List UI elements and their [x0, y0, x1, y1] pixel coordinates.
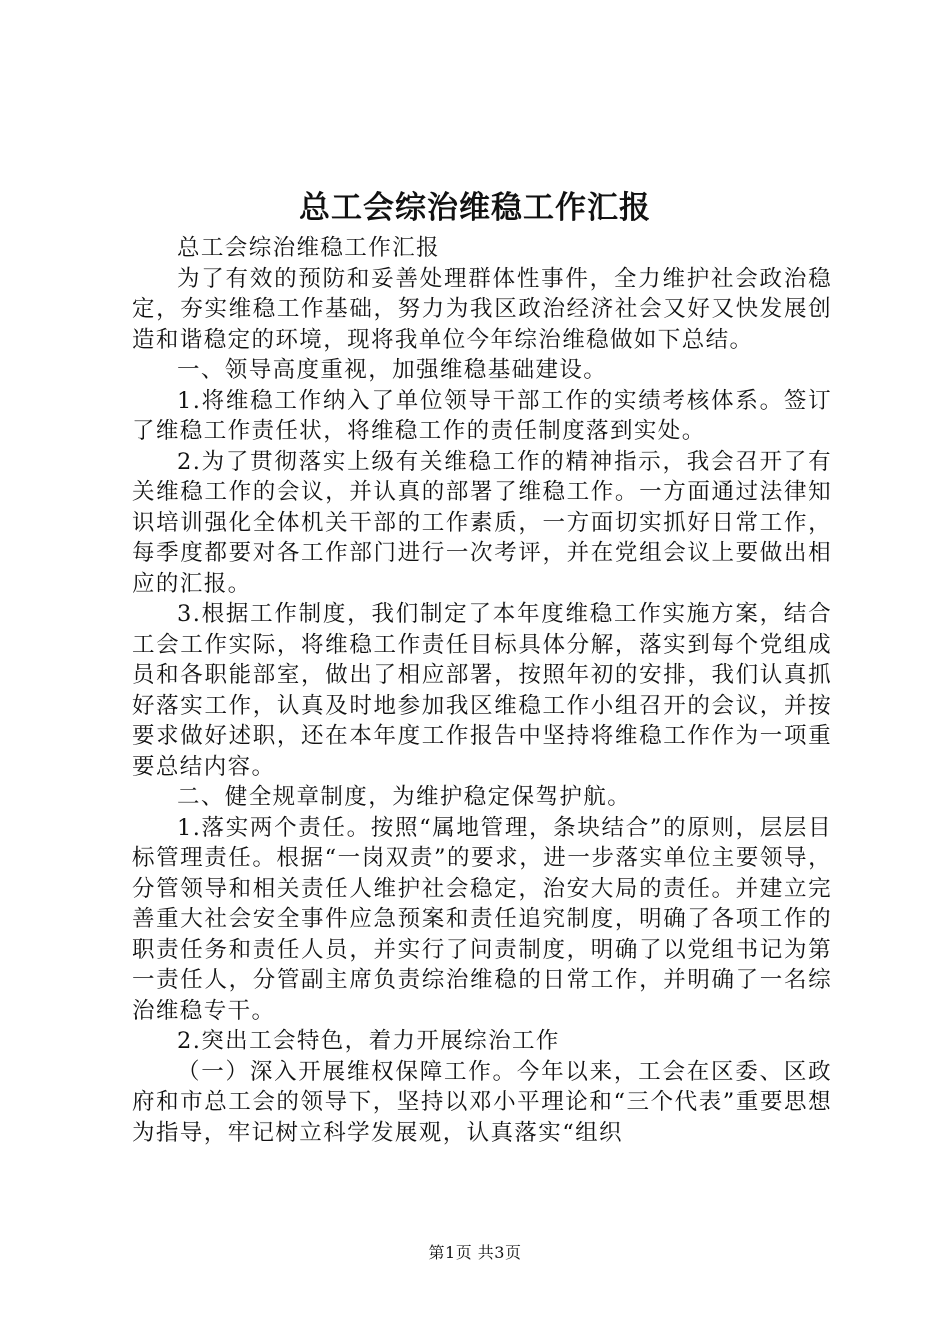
- paragraph-1-1: 1.将维稳工作纳入了单位领导干部工作的实绩考核体系。签订了维稳工作责任状，将维稳工作的责任制度落到实处。: [132, 387, 832, 444]
- page-number-footer: 第1页 共3页: [428, 1243, 522, 1262]
- section-heading-2: 二、健全规章制度，为维护稳定保驾护航。: [177, 784, 632, 810]
- section-heading-1: 一、领导高度重视，加强维稳基础建设。: [177, 357, 608, 383]
- document-body: [132, 233, 832, 1148]
- intro-paragraph: 为了有效的预防和妥善处理群体性事件，全力维护社会政治稳定，夯实维稳工作基础，努力为我区政治经济社会又好又快发展创造和谐稳定的环境，现将我单位今年综治维稳做如下总结。: [132, 265, 832, 353]
- paragraph-2-2-1: （一）深入开展维权保障工作。今年以来，工会在区委、区政府和市总工会的领导下，坚持以邓小平理论和“三个代表”重要思想为指导，牢记树立科学发展观，认真落实“组织: [132, 1058, 832, 1146]
- paragraph-1-3: 3.根据工作制度，我们制定了本年度维稳工作实施方案，结合工会工作实际，将维稳工作责任目标具体分解，落实到每个党组成员和各职能部室，做出了相应部署，按照年初的安排，我们认真抓好落实工作，认真及时地参加我区维稳工作小组召开的会议，并按要求做好述职，还在本年度工作报告中坚持将维稳工作作为一项重要总结内容。: [132, 601, 832, 780]
- subtitle-paragraph: 总工会综治维稳工作汇报: [177, 235, 440, 261]
- paragraph-2-2: 2.突出工会特色，着力开展综治工作: [177, 1028, 560, 1054]
- paragraph-1-2: 2.为了贯彻落实上级有关维稳工作的精神指示，我会召开了有关维稳工作的会议，并认真的部署了维稳工作。一方面通过法律知识培训强化全体机关干部的工作素质，一方面切实抓好日常工作，每季度都要对各工作部门进行一次考评，并在党组会议上要做出相应的汇报。: [132, 448, 832, 597]
- paragraph-2-1: 1.落实两个责任。按照“属地管理，条块结合”的原则，层层目标管理责任。根据“一岗双责”的要求，进一步落实单位主要领导，分管领导和相关责任人维护社会稳定，治安大局的责任。并建立完善重大社会安全事件应急预案和责任追究制度，明确了各项工作的职责任务和责任人员，并实行了问责制度，明确了以党组书记为第一责任人，分管副主席负责综治维稳的日常工作，并明确了一名综治维稳专干。: [132, 814, 832, 1024]
- document-title: 总工会综治维稳工作汇报: [299, 190, 651, 226]
